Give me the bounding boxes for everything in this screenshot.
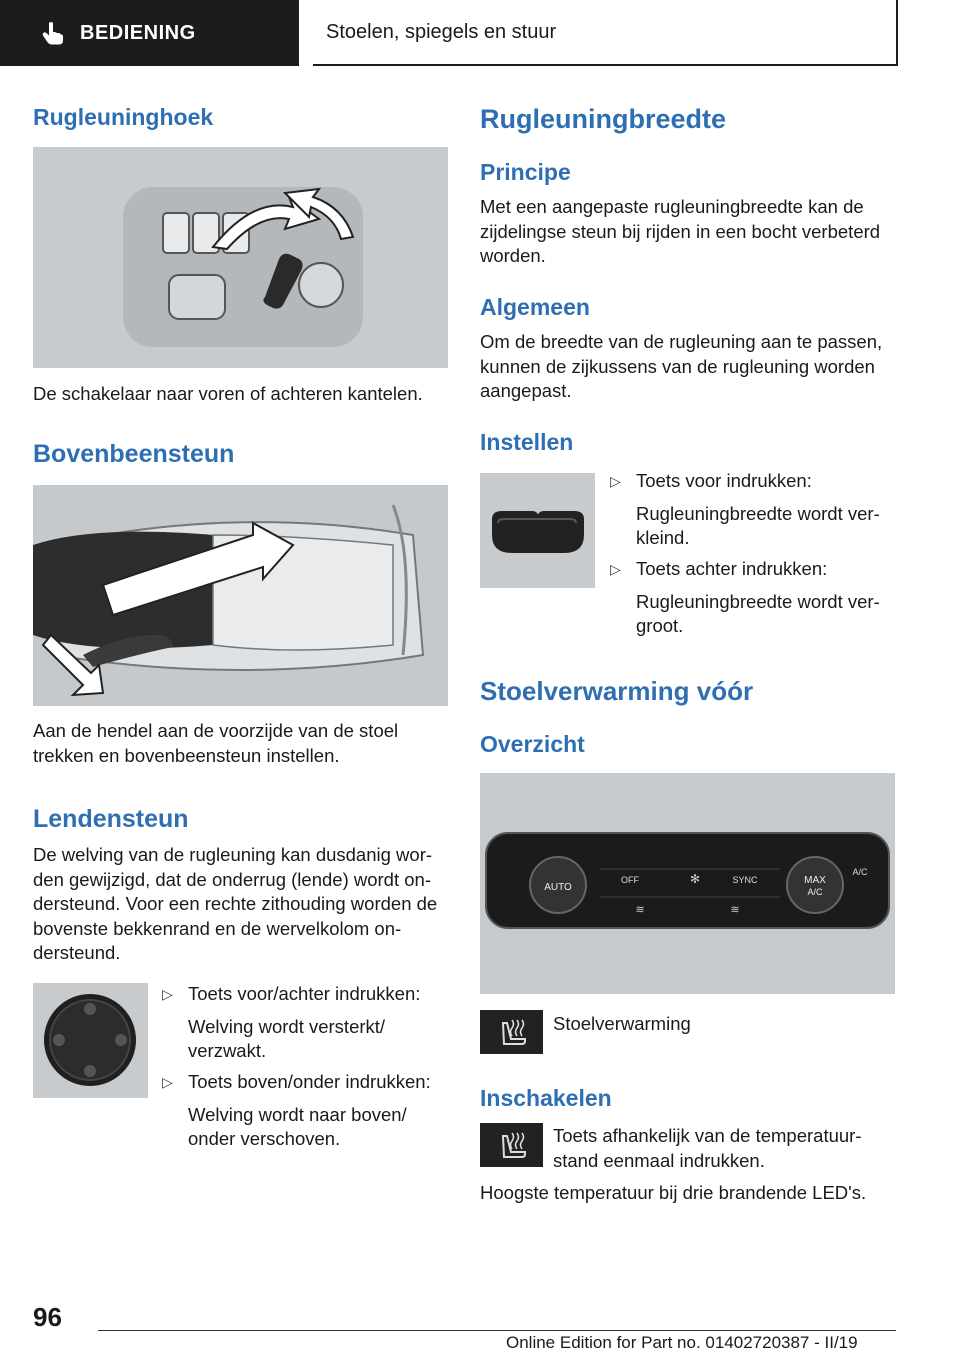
triangle-bullet-icon: ▷ xyxy=(162,1074,173,1090)
seat-heating-button-icon xyxy=(480,1123,543,1167)
item-label: Toets voor/achter indrukken: xyxy=(188,983,421,1004)
max-ac-label: A/C xyxy=(807,887,823,897)
instellen-item-1 xyxy=(610,469,900,551)
triangle-bullet-icon: ▷ xyxy=(610,473,621,489)
ac-label: A/C xyxy=(852,867,868,877)
principe-heading: Principe xyxy=(480,159,571,185)
chapter-title: Stoelen, spiegels en stuur xyxy=(326,20,557,43)
seat-heating-icon xyxy=(480,1010,543,1054)
thigh-support-image xyxy=(33,485,448,706)
item-detail: Welving wordt versterkt/ verzwakt. xyxy=(188,1015,386,1061)
item-detail: Rugleuningbreedte wordt ver-groot. xyxy=(636,590,880,636)
item-label: Toets achter indrukken: xyxy=(636,558,828,579)
sync-label: SYNC xyxy=(732,875,758,885)
bovenbeensteun-caption: Aan de hendel aan de voorzijde van de stoel trekken en bovenbeensteun instellen. xyxy=(33,720,399,766)
svg-text:≋: ≋ xyxy=(635,904,645,916)
rugleuninghoek-caption: De schakelaar naar voren of achteren kantelen. xyxy=(33,383,423,404)
svg-text:✻: ✻ xyxy=(689,872,701,886)
triangle-bullet-icon: ▷ xyxy=(610,561,621,577)
page-number: 96 xyxy=(33,1302,62,1332)
inschakelen-text: Toets afhankelijk van de temperatuur-stand eenmaal indrukken. xyxy=(553,1125,862,1171)
section-tab xyxy=(0,0,299,66)
svg-text:≋: ≋ xyxy=(730,904,740,916)
width-button-image xyxy=(480,473,595,588)
hand-pointer-icon xyxy=(40,20,66,46)
page-header xyxy=(0,0,960,66)
rugleuningbreedte-heading: Rugleuningbreedte xyxy=(480,104,727,134)
lendensteun-item-1 xyxy=(162,982,452,1064)
lendensteun-text: De welving van de rugleuning kan dusdanig wor-den gewijzigd, dat de onderrug (lende) wordt on-dersteund. Voor een rechte zithouding worden de bovenste bekkenrand en de wervelkolom on-dersteund. xyxy=(33,844,438,963)
hoogste-text: Hoogste temperatuur bij drie brandende LED's. xyxy=(480,1182,867,1203)
footer-divider xyxy=(98,1330,896,1331)
climate-panel-image xyxy=(480,773,895,994)
item-label: Toets voor indrukken: xyxy=(636,470,812,491)
stoelverwarming-heading: Stoelverwarming vóór xyxy=(480,676,754,706)
chapter-tab xyxy=(313,0,898,66)
stoelverwarming-label: Stoelverwarming xyxy=(553,1013,691,1034)
algemeen-heading: Algemeen xyxy=(480,294,590,320)
lendensteun-item-2 xyxy=(162,1070,452,1152)
inschakelen-heading: Inschakelen xyxy=(480,1085,612,1111)
instellen-heading: Instellen xyxy=(480,429,574,455)
item-detail: Welving wordt naar boven/ onder verschoven. xyxy=(188,1103,407,1149)
footer-edition: Online Edition for Part no. 01402720387 - II/19 xyxy=(506,1333,858,1352)
algemeen-text: Om de breedte van de rugleuning aan te passen, kunnen de zijkussens van de rugleuning worden aangepast. xyxy=(480,331,883,401)
bovenbeensteun-heading: Bovenbeensteun xyxy=(33,440,235,468)
auto-label: AUTO xyxy=(544,882,572,893)
seat-switch-image xyxy=(33,147,448,368)
overzicht-heading: Overzicht xyxy=(480,731,585,757)
off-label: OFF xyxy=(621,875,639,885)
section-title: BEDIENING xyxy=(80,21,196,44)
lumbar-button-image xyxy=(33,983,148,1098)
item-detail: Rugleuningbreedte wordt ver-kleind. xyxy=(636,502,880,548)
item-label: Toets boven/onder indrukken: xyxy=(188,1071,431,1092)
instellen-item-2 xyxy=(610,557,900,639)
lendensteun-heading: Lendensteun xyxy=(33,805,189,833)
principe-text: Met een aangepaste rugleuningbreedte kan de zijdelingse steun bij rijden in een bocht verbeterd worden. xyxy=(480,196,881,266)
max-label: MAX xyxy=(804,875,826,886)
rugleuninghoek-heading: Rugleuninghoek xyxy=(33,104,214,130)
triangle-bullet-icon: ▷ xyxy=(162,986,173,1002)
